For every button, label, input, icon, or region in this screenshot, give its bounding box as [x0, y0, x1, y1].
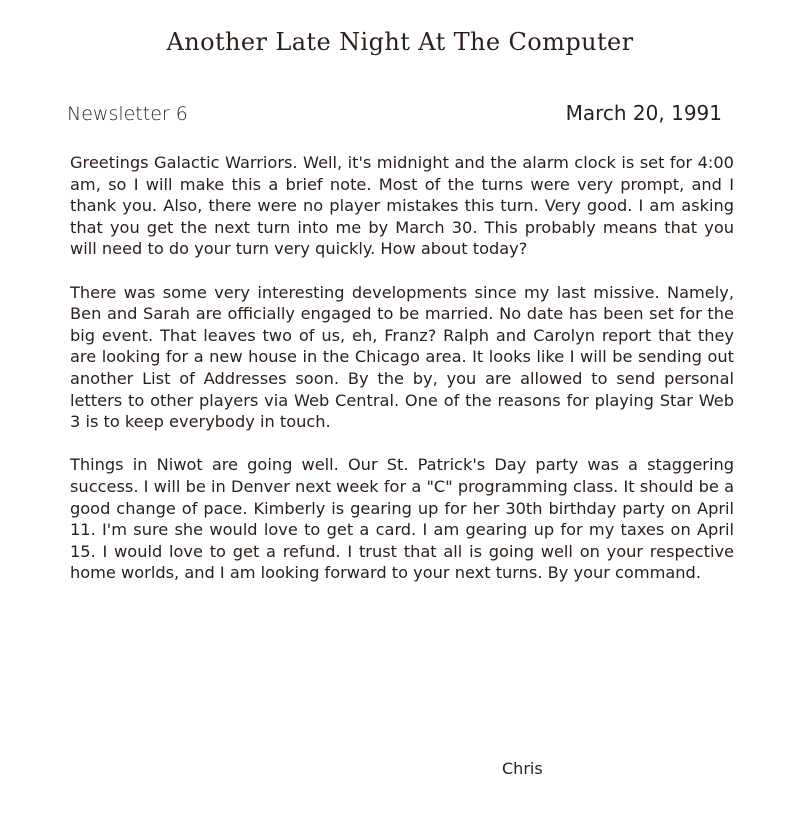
newsletter-title: Another Late Night At The Computer [166, 28, 634, 56]
paragraph-closing: Things in Niwot are going well. Our St. Patrick's Day party was a staggering success. I will be in Denver next week for a "C" programming class. It should be a good change of pace. Kimberly is gearing up for her 30th birthday party on April 11. I'm sure she would love to get a card. I am gearing up for my taxes on April 15. I would love to get a refund. I trust that all is going well on your respective home worlds, and I am looking forward to your next turns. By your command. [70, 455, 734, 583]
signature: Chris [502, 759, 543, 778]
newsletter-date: March 20, 1991 [565, 101, 722, 125]
newsletter-number: Newsletter 6 [67, 103, 188, 125]
letter-body [70, 152, 734, 605]
paragraph-news: There was some very interesting developments since my last missive. Namely, Ben and Sarah are officially engaged to be married. No date has been set for the big event. That leaves two of us, eh, Franz? Ralph and Carolyn report that they are looking for a new house in the Chicago area. It looks like I will be sending out another List of Addresses soon. By the by, you are allowed to send personal letters to other players via Web Central. One of the reasons for playing Star Web 3 is to keep everybody in touch. [70, 282, 734, 432]
paragraph-greeting: Greetings Galactic Warriors. Well, it's midnight and the alarm clock is set for 4:00 am, so I will make this a brief note. Most of the turns were very prompt, and I thank you. Also, there were no player mistakes this turn. Very good. I am asking that you get the next turn into me by March 30. This probably means that you will need to do your turn very quickly. How about today? [70, 153, 734, 259]
